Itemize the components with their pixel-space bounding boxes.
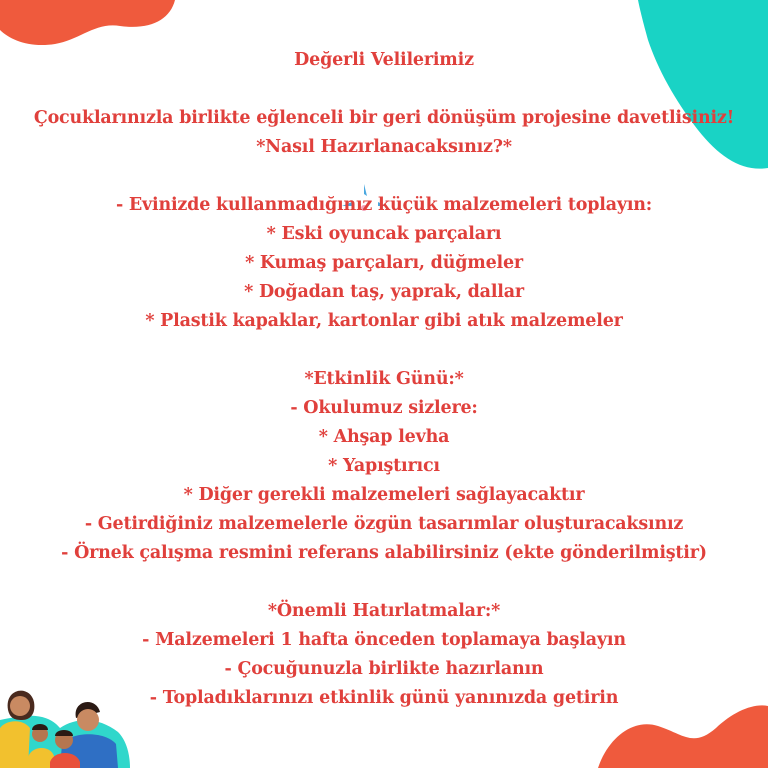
prep-heading: *Nasıl Hazırlanacaksınız?*: [256, 137, 512, 157]
prep-intro: - Evinizde kullanmadığınız küçük malzemeleri toplayın:: [115, 195, 653, 215]
reminder-item: - Topladıklarınızı etkinlik günü yanınızda getirin: [149, 688, 619, 708]
prep-item: * Doğadan taş, yaprak, dallar: [244, 282, 524, 302]
greeting: Değerli Velilerimiz: [294, 50, 474, 70]
reminder-item: - Çocuğunuzla birlikte hazırlanın: [224, 659, 544, 679]
reminder-item: - Malzemeleri 1 hafta önceden toplamaya başlayın: [142, 630, 626, 650]
event-note: - Örnek çalışma resmini referans alabilirsiniz (ekte gönderilmiştir): [61, 543, 707, 563]
invitation: Çocuklarınızla birlikte eğlenceli bir geri dönüşüm projesine davetlisiniz!: [33, 108, 735, 128]
reminders-heading: *Önemli Hatırlatmalar:*: [267, 601, 501, 621]
announcement-text: [0, 46, 768, 713]
prep-item: * Eski oyuncak parçaları: [266, 224, 502, 244]
event-item: * Diğer gerekli malzemeleri sağlayacaktır: [183, 485, 585, 505]
event-item: * Ahşap levha: [318, 427, 450, 447]
event-intro: - Okulumuz sizlere:: [290, 398, 478, 418]
event-item: * Yapıştırıcı: [328, 456, 440, 476]
prep-item: * Plastik kapaklar, kartonlar gibi atık malzemeler: [145, 311, 623, 331]
prep-item: * Kumaş parçaları, düğmeler: [245, 253, 523, 273]
event-note: - Getirdiğiniz malzemelerle özgün tasarımlar oluşturacaksınız: [84, 514, 684, 534]
event-heading: *Etkinlik Günü:*: [304, 369, 464, 389]
